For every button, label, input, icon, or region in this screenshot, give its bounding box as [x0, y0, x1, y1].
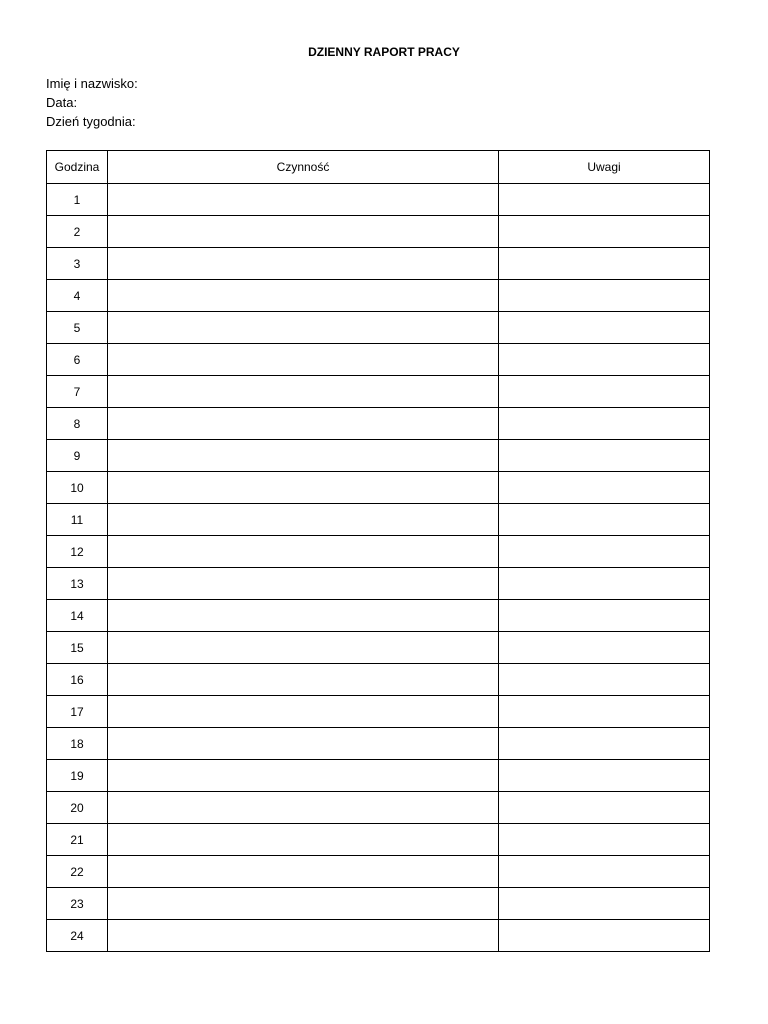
activity-cell[interactable]	[108, 504, 499, 536]
notes-cell[interactable]	[499, 568, 710, 600]
hour-cell: 17	[47, 696, 108, 728]
table-row	[47, 184, 710, 216]
table-row	[47, 376, 710, 408]
table-row	[47, 856, 710, 888]
activity-cell[interactable]	[108, 312, 499, 344]
activity-cell[interactable]	[108, 472, 499, 504]
table-row	[47, 312, 710, 344]
column-header-hour	[47, 151, 108, 184]
notes-cell[interactable]	[499, 536, 710, 568]
hour-cell: 22	[47, 856, 108, 888]
activity-cell[interactable]	[108, 792, 499, 824]
notes-cell[interactable]	[499, 888, 710, 920]
activity-cell[interactable]	[108, 664, 499, 696]
hour-cell: 9	[47, 440, 108, 472]
notes-cell[interactable]	[499, 408, 710, 440]
date-field-label: Data:	[46, 95, 78, 110]
hour-cell: 8	[47, 408, 108, 440]
work-report-table	[46, 150, 710, 952]
activity-cell[interactable]	[108, 632, 499, 664]
hour-cell: 19	[47, 760, 108, 792]
table-row	[47, 408, 710, 440]
notes-cell[interactable]	[499, 280, 710, 312]
notes-cell[interactable]	[499, 760, 710, 792]
activity-cell[interactable]	[108, 760, 499, 792]
hour-cell: 13	[47, 568, 108, 600]
notes-cell[interactable]	[499, 504, 710, 536]
notes-cell[interactable]	[499, 440, 710, 472]
notes-cell[interactable]	[499, 696, 710, 728]
table-row	[47, 888, 710, 920]
activity-cell[interactable]	[108, 536, 499, 568]
document-title: DZIENNY RAPORT PRACY	[308, 45, 460, 59]
hour-cell: 23	[47, 888, 108, 920]
hour-cell: 11	[47, 504, 108, 536]
table-row	[47, 504, 710, 536]
activity-cell[interactable]	[108, 248, 499, 280]
table-row	[47, 536, 710, 568]
hour-header-label: Godzina	[54, 159, 100, 174]
notes-cell[interactable]	[499, 376, 710, 408]
table-row	[47, 248, 710, 280]
activity-cell[interactable]	[108, 440, 499, 472]
table-row	[47, 792, 710, 824]
notes-cell[interactable]	[499, 728, 710, 760]
hour-cell: 15	[47, 632, 108, 664]
notes-cell[interactable]	[499, 856, 710, 888]
notes-cell[interactable]	[499, 312, 710, 344]
activity-cell[interactable]	[108, 280, 499, 312]
hour-cell: 1	[47, 184, 108, 216]
name-field-label: Imię i nazwisko:	[46, 76, 138, 91]
hour-cell: 14	[47, 600, 108, 632]
hour-cell: 18	[47, 728, 108, 760]
activity-cell[interactable]	[108, 920, 499, 952]
table-row	[47, 760, 710, 792]
hour-cell: 24	[47, 920, 108, 952]
activity-cell[interactable]	[108, 376, 499, 408]
activity-cell[interactable]	[108, 824, 499, 856]
table-header-row	[47, 151, 710, 184]
notes-cell[interactable]	[499, 600, 710, 632]
notes-cell[interactable]	[499, 248, 710, 280]
hour-cell: 2	[47, 216, 108, 248]
notes-cell[interactable]	[499, 792, 710, 824]
notes-cell[interactable]	[499, 472, 710, 504]
table-row	[47, 568, 710, 600]
activity-cell[interactable]	[108, 696, 499, 728]
hour-cell: 4	[47, 280, 108, 312]
hour-cell: 20	[47, 792, 108, 824]
table-row	[47, 728, 710, 760]
table-row	[47, 472, 710, 504]
activity-cell[interactable]	[108, 184, 499, 216]
notes-cell[interactable]	[499, 920, 710, 952]
table-row	[47, 664, 710, 696]
table-row	[47, 280, 710, 312]
hour-cell: 21	[47, 824, 108, 856]
table-row	[47, 920, 710, 952]
table-row	[47, 696, 710, 728]
column-header-notes: Uwagi	[499, 151, 710, 184]
hour-cell: 10	[47, 472, 108, 504]
hour-cell: 3	[47, 248, 108, 280]
table-row	[47, 344, 710, 376]
activity-cell[interactable]	[108, 568, 499, 600]
hour-cell: 16	[47, 664, 108, 696]
notes-cell[interactable]	[499, 824, 710, 856]
table-row	[47, 824, 710, 856]
hour-cell: 7	[47, 376, 108, 408]
activity-cell[interactable]	[108, 344, 499, 376]
hour-cell: 5	[47, 312, 108, 344]
column-header-activity: Czynność	[108, 151, 499, 184]
weekday-field-label: Dzień tygodnia:	[46, 114, 136, 129]
hour-cell: 6	[47, 344, 108, 376]
table-row	[47, 632, 710, 664]
activity-cell[interactable]	[108, 408, 499, 440]
notes-cell[interactable]	[499, 344, 710, 376]
table-row	[47, 440, 710, 472]
notes-cell[interactable]	[499, 184, 710, 216]
notes-cell[interactable]	[499, 632, 710, 664]
table-row	[47, 216, 710, 248]
activity-cell[interactable]	[108, 600, 499, 632]
activity-cell[interactable]	[108, 728, 499, 760]
header-fields	[46, 74, 138, 131]
activity-cell[interactable]	[108, 216, 499, 248]
notes-cell[interactable]	[499, 664, 710, 696]
notes-cell[interactable]	[499, 216, 710, 248]
table-row	[47, 600, 710, 632]
activity-cell[interactable]	[108, 888, 499, 920]
activity-cell[interactable]	[108, 856, 499, 888]
table-body	[47, 184, 710, 952]
hour-cell: 12	[47, 536, 108, 568]
